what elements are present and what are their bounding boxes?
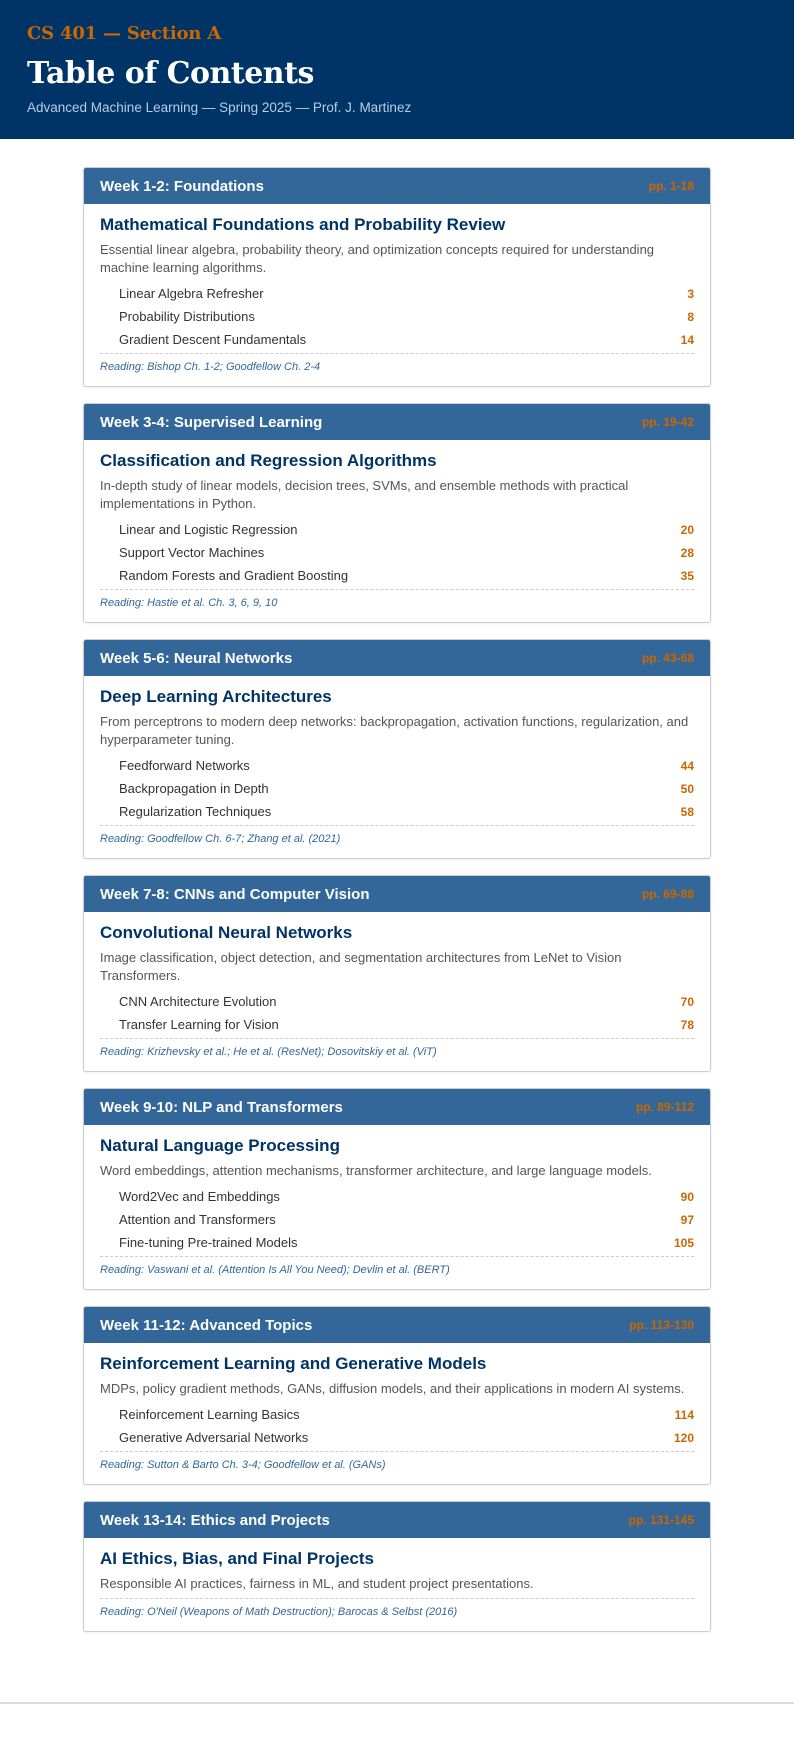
topic-name: Backpropagation in Depth	[119, 781, 269, 796]
week-page-range: pp. 89-112	[635, 1100, 694, 1114]
topic-page-number: 20	[680, 522, 694, 537]
reading-list: Reading: Hastie et al. Ch. 3, 6, 9, 10	[100, 589, 694, 610]
week-body	[84, 912, 710, 1071]
topic-name: Random Forests and Gradient Boosting	[119, 568, 349, 583]
week-card	[83, 1306, 711, 1485]
topic-list	[100, 282, 694, 351]
reading-list: Reading: O'Neil (Weapons of Math Destruction); Barocas & Selbst (2016)	[100, 1598, 694, 1619]
page-title: Table of Contents	[27, 56, 314, 91]
week-body	[84, 1343, 710, 1484]
topic-entry[interactable]	[100, 518, 694, 541]
topic-entry[interactable]	[100, 541, 694, 564]
week-header	[84, 1089, 710, 1125]
section-title: AI Ethics, Bias, and Final Projects	[100, 1549, 374, 1568]
topic-entry[interactable]	[100, 1013, 694, 1036]
week-card	[83, 875, 711, 1072]
section-title: Deep Learning Architectures	[100, 687, 332, 706]
week-page-range: pp. 69-88	[641, 887, 694, 901]
topic-list	[100, 754, 694, 823]
topic-entry[interactable]	[100, 800, 694, 823]
section-title: Natural Language Processing	[100, 1136, 340, 1155]
week-title: Week 13-14: Ethics and Projects	[100, 1511, 330, 1529]
week-card	[83, 403, 711, 623]
week-card	[83, 167, 711, 387]
topic-page-number: 70	[680, 994, 694, 1009]
topic-page-number: 90	[680, 1189, 694, 1204]
topic-name: CNN Architecture Evolution	[119, 994, 277, 1009]
section-title: Convolutional Neural Networks	[100, 923, 353, 942]
topic-name: Probability Distributions	[119, 309, 255, 324]
topic-name: Transfer Learning for Vision	[119, 1017, 279, 1032]
section-title: Classification and Regression Algorithms	[100, 451, 437, 470]
section-description: From perceptrons to modern deep networks: backpropagation, activation functions, regularization, and hyperparameter tuning.	[100, 714, 689, 747]
topic-page-number: 97	[680, 1212, 694, 1227]
page-header	[0, 0, 794, 139]
topic-name: Linear and Logistic Regression	[119, 522, 298, 537]
section-description: Responsible AI practices, fairness in ML, and student project presentations.	[100, 1576, 534, 1591]
topic-list	[100, 1185, 694, 1254]
reading-list: Reading: Vaswani et al. (Attention Is All You Need); Devlin et al. (BERT)	[100, 1256, 694, 1277]
section-title: Reinforcement Learning and Generative Models	[100, 1354, 487, 1373]
week-header	[84, 168, 710, 204]
topic-page-number: 8	[687, 309, 694, 324]
week-page-range: pp. 43-68	[641, 651, 694, 665]
week-title: Week 9-10: NLP and Transformers	[100, 1098, 343, 1116]
topic-entry[interactable]	[100, 328, 694, 351]
section-description: Image classification, object detection, and segmentation architectures from LeNet to Vision Transformers.	[100, 950, 622, 983]
topic-name: Attention and Transformers	[119, 1212, 276, 1227]
topic-name: Support Vector Machines	[119, 545, 265, 560]
topic-list	[100, 990, 694, 1036]
topic-entry[interactable]	[100, 1185, 694, 1208]
topic-page-number: 3	[687, 286, 694, 301]
section-description: MDPs, policy gradient methods, GANs, diffusion models, and their applications in modern AI systems.	[100, 1381, 685, 1396]
reading-list: Reading: Sutton & Barto Ch. 3-4; Goodfellow et al. (GANs)	[100, 1451, 694, 1472]
week-body	[84, 1125, 710, 1289]
reading-list: Reading: Bishop Ch. 1-2; Goodfellow Ch. 2-4	[100, 353, 694, 374]
topic-name: Reinforcement Learning Basics	[119, 1407, 300, 1422]
topic-page-number: 44	[680, 758, 694, 773]
week-card	[83, 1501, 711, 1632]
week-title: Week 1-2: Foundations	[100, 177, 264, 195]
topic-name: Fine-tuning Pre-trained Models	[119, 1235, 298, 1250]
topic-page-number: 58	[680, 804, 694, 819]
section-title: Mathematical Foundations and Probability Review	[100, 215, 506, 234]
topic-name: Feedforward Networks	[119, 758, 250, 773]
week-body	[84, 440, 710, 622]
week-header	[84, 404, 710, 440]
topic-entry[interactable]	[100, 564, 694, 587]
topic-name: Gradient Descent Fundamentals	[119, 332, 307, 347]
section-description: Essential linear algebra, probability theory, and optimization concepts required for understanding machine learning algorithms.	[100, 242, 655, 275]
topic-list	[100, 1403, 694, 1449]
topic-name: Linear Algebra Refresher	[119, 286, 264, 301]
week-header	[84, 1307, 710, 1343]
topic-entry[interactable]	[100, 1231, 694, 1254]
topic-entry[interactable]	[100, 305, 694, 328]
topic-entry[interactable]	[100, 1426, 694, 1449]
topic-name: Regularization Techniques	[119, 804, 272, 819]
week-title: Week 5-6: Neural Networks	[100, 649, 293, 667]
week-page-range: pp. 19-42	[641, 415, 694, 429]
topic-page-number: 114	[674, 1407, 694, 1422]
week-header	[84, 1502, 710, 1538]
week-page-range: pp. 1-18	[648, 179, 694, 193]
topic-page-number: 105	[673, 1235, 694, 1250]
week-title: Week 3-4: Supervised Learning	[100, 413, 323, 431]
section-description: In-depth study of linear models, decision trees, SVMs, and ensemble methods with practical implementations in Python.	[100, 478, 629, 511]
topic-entry[interactable]	[100, 754, 694, 777]
topic-entry[interactable]	[100, 1208, 694, 1231]
week-page-range: pp. 131-145	[628, 1513, 694, 1527]
topic-name: Generative Adversarial Networks	[119, 1430, 309, 1445]
week-card	[83, 639, 711, 859]
section-description: Word embeddings, attention mechanisms, transformer architecture, and large language models.	[100, 1163, 652, 1178]
topic-page-number: 120	[673, 1430, 694, 1445]
reading-list: Reading: Goodfellow Ch. 6-7; Zhang et al. (2021)	[100, 825, 694, 846]
week-body	[84, 204, 710, 386]
course-code: CS 401 — Section A	[27, 23, 221, 44]
toc-main	[83, 167, 711, 1748]
topic-name: Word2Vec and Embeddings	[119, 1189, 280, 1204]
topic-page-number: 35	[680, 568, 694, 583]
week-page-range: pp. 113-130	[629, 1318, 694, 1332]
week-body	[84, 1538, 710, 1631]
topic-entry[interactable]	[100, 1403, 694, 1426]
topic-page-number: 14	[680, 332, 694, 347]
topic-page-number: 28	[680, 545, 694, 560]
week-header	[84, 876, 710, 912]
topic-entry[interactable]	[100, 990, 694, 1013]
topic-page-number: 50	[680, 781, 694, 796]
week-title: Week 11-12: Advanced Topics	[100, 1316, 313, 1334]
week-title: Week 7-8: CNNs and Computer Vision	[100, 885, 370, 903]
week-card	[83, 1088, 711, 1290]
reading-list: Reading: Krizhevsky et al.; He et al. (ResNet); Dosovitskiy et al. (ViT)	[100, 1038, 694, 1059]
topic-list	[100, 518, 694, 587]
topic-entry[interactable]	[100, 282, 694, 305]
topic-entry[interactable]	[100, 777, 694, 800]
topic-page-number: 78	[680, 1017, 694, 1032]
page-subtitle: Advanced Machine Learning — Spring 2025 — Prof. J. Martinez	[27, 100, 412, 115]
week-header	[84, 640, 710, 676]
week-body	[84, 676, 710, 858]
